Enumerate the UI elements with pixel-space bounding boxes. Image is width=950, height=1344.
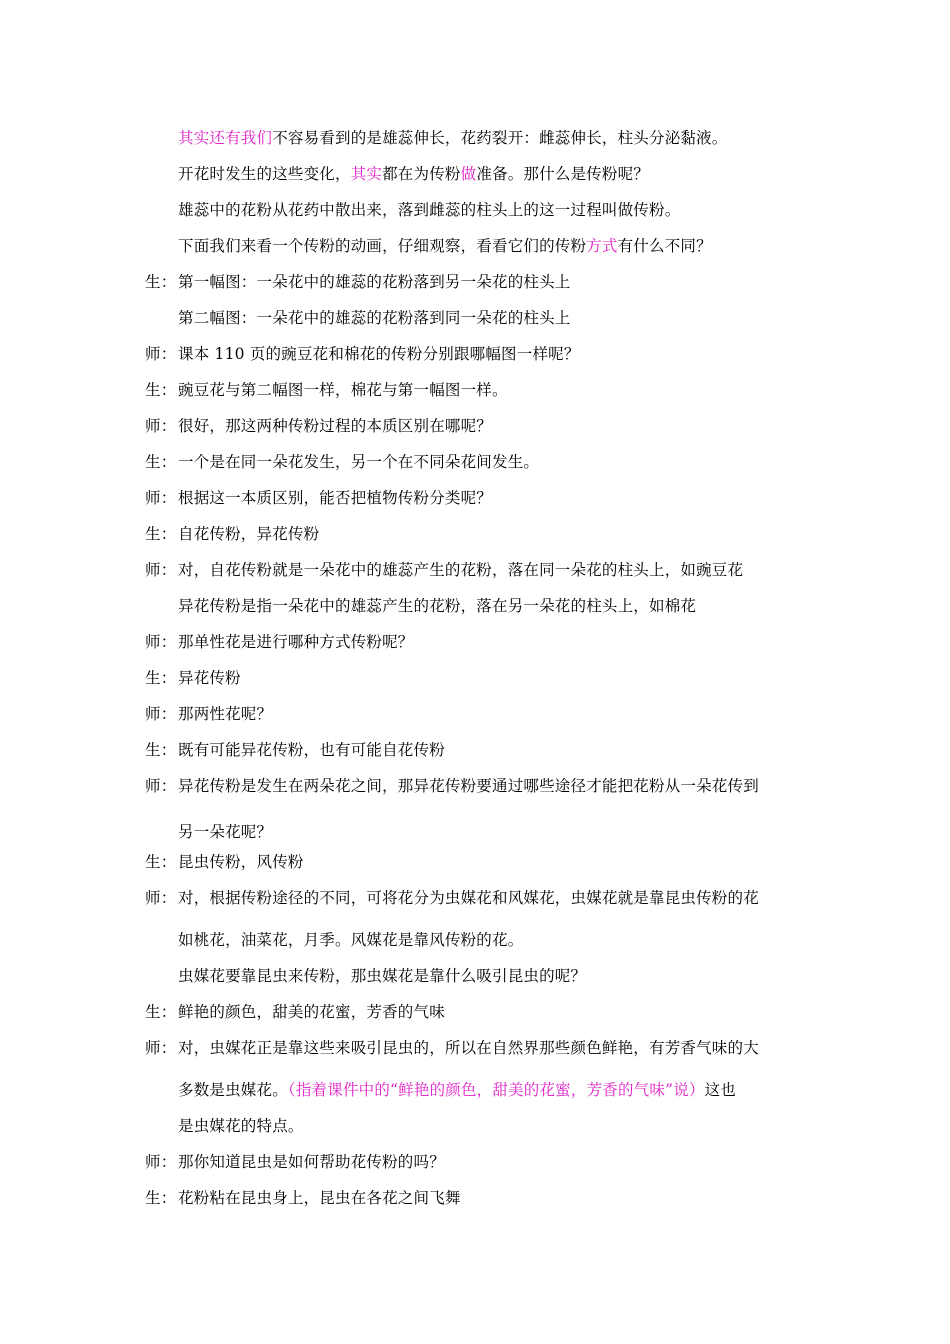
highlighted-text: 其实 — [350, 165, 383, 183]
speaker-label: 生： — [145, 1003, 177, 1021]
speaker-label: 师： — [145, 633, 177, 651]
line-text: 是虫媒花的特点。 — [178, 1117, 304, 1135]
speaker-label: 师： — [145, 417, 177, 435]
line-text — [178, 128, 728, 148]
highlighted-text: （指着课件中的“鲜艳的颜色，甜美的花蜜，芳香的气味”说） — [287, 1081, 705, 1099]
text-segment: 有什么不同？ — [617, 237, 712, 255]
line-text: 对，根据传粉途径的不同，可将花分为虫媒花和风媒花，虫媒花就是靠昆虫传粉的花 — [178, 889, 759, 907]
text-segment: 多数是虫媒花。 — [178, 1081, 288, 1099]
line-text — [178, 164, 649, 184]
text-segment: 开花时发生的这些变化， — [178, 165, 351, 183]
line-text: 对，虫媒花正是靠这些来吸引昆虫的，所以在自然界那些颜色鲜艳，有芳香气味的大 — [178, 1039, 759, 1057]
speaker-label: 生： — [145, 525, 177, 543]
speaker-label: 生： — [145, 1189, 177, 1207]
speaker-label: 生： — [145, 273, 177, 291]
line-text: 花粉粘在昆虫身上，昆虫在各花之间飞舞 — [178, 1189, 461, 1207]
line-text: 那两性花呢？ — [178, 705, 273, 723]
speaker-label: 师： — [145, 561, 177, 579]
line-text: 昆虫传粉，风传粉 — [178, 853, 304, 871]
line-text: 雄蕊中的花粉从花药中散出来，落到雌蕊的柱头上的这一过程叫做传粉。 — [178, 201, 681, 219]
line-text: 自花传粉，异花传粉 — [178, 525, 320, 543]
line-text: 异花传粉 — [178, 669, 241, 687]
line-text — [178, 1080, 736, 1100]
speaker-label: 师： — [145, 1153, 177, 1171]
speaker-label: 生： — [145, 453, 177, 471]
line-text: 课本 110 页的豌豆花和棉花的传粉分别跟哪幅图一样呢？ — [178, 345, 580, 363]
speaker-label: 师： — [145, 777, 177, 795]
speaker-label: 生： — [145, 853, 177, 871]
line-text: 鲜艳的颜色，甜美的花蜜，芳香的气味 — [178, 1003, 445, 1021]
speaker-label: 生： — [145, 669, 177, 687]
line-text: 那单性花是进行哪种方式传粉呢？ — [178, 633, 414, 651]
line-text: 另一朵花呢？ — [178, 823, 273, 841]
text-segment: 准备。那什么是传粉呢？ — [476, 165, 650, 183]
speaker-label: 师： — [145, 345, 177, 363]
highlighted-text: 方式 — [586, 237, 618, 255]
line-text: 豌豆花与第二幅图一样，棉花与第一幅图一样。 — [178, 381, 508, 399]
speaker-label: 生： — [145, 741, 177, 759]
line-text: 一个是在同一朵花发生，另一个在不同朵花间发生。 — [178, 453, 540, 471]
speaker-label: 师： — [145, 1039, 177, 1057]
line-text: 根据这一本质区别，能否把植物传粉分类呢？ — [178, 489, 493, 507]
speaker-label: 生： — [145, 381, 177, 399]
line-text: 虫媒花要靠昆虫来传粉，那虫媒花是靠什么吸引昆虫的呢？ — [178, 967, 587, 985]
text-segment: 下面我们来看一个传粉的动画，仔细观察，看看它们的传粉 — [178, 237, 587, 255]
speaker-label: 师： — [145, 705, 177, 723]
line-text: 异花传粉是指一朵花中的雄蕊产生的花粉，落在另一朵花的柱头上，如棉花 — [178, 597, 697, 615]
line-text: 那你知道昆虫是如何帮助花传粉的吗？ — [178, 1153, 445, 1171]
speaker-label: 师： — [145, 489, 177, 507]
line-text: 第二幅图：一朵花中的雄蕊的花粉落到同一朵花的柱头上 — [178, 309, 571, 327]
line-text — [178, 236, 712, 256]
line-text: 很好，那这两种传粉过程的本质区别在哪呢？ — [178, 417, 493, 435]
highlighted-text: 做 — [460, 165, 477, 183]
speaker-label: 师： — [145, 889, 177, 907]
highlighted-text: 其实还有我们 — [178, 129, 273, 147]
line-text: 如桃花，油菜花，月季。风媒花是靠风传粉的花。 — [178, 931, 524, 949]
line-text: 对，自花传粉就是一朵花中的雄蕊产生的花粉，落在同一朵花的柱头上，如豌豆花 — [178, 561, 744, 579]
text-segment: 这也 — [704, 1081, 737, 1099]
line-text: 异花传粉是发生在两朵花之间，那异花传粉要通过哪些途径才能把花粉从一朵花传到 — [178, 777, 759, 795]
line-text: 第一幅图：一朵花中的雄蕊的花粉落到另一朵花的柱头上 — [178, 273, 571, 291]
text-segment: 不容易看到的是雄蕊伸长，花药裂开：雌蕊伸长，柱头分泌黏液。 — [272, 129, 728, 147]
text-segment: 都在为传粉 — [382, 165, 461, 183]
line-text: 既有可能异花传粉，也有可能自花传粉 — [178, 741, 445, 759]
